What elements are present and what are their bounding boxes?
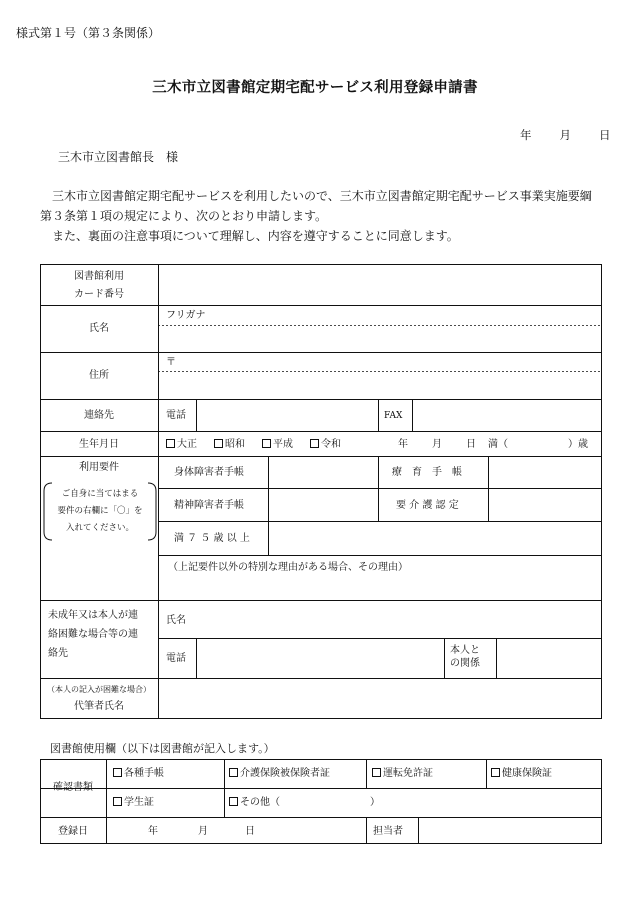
doc-label: 運転免許証 xyxy=(383,768,433,779)
alt-phone-field[interactable] xyxy=(197,639,444,678)
relationship-label xyxy=(450,644,480,670)
checkbox[interactable] xyxy=(166,439,175,448)
requirements-label: 利用要件 xyxy=(79,462,119,473)
doc-label: 介護保険被保険者証 xyxy=(240,768,330,779)
staff-field[interactable] xyxy=(419,818,601,843)
era-reiwa[interactable] xyxy=(310,438,341,451)
age-75-mark[interactable] xyxy=(269,522,378,555)
alt-phone-label: 電話 xyxy=(166,653,186,664)
doc-driver-license[interactable] xyxy=(372,767,433,780)
requirements-note xyxy=(44,486,156,537)
checkbox[interactable] xyxy=(113,768,122,777)
card-number-label xyxy=(40,268,158,304)
staff-label: 担当者 xyxy=(373,826,403,837)
phone-label: 電話 xyxy=(166,410,186,421)
reg-day: 日 xyxy=(245,826,255,837)
body-line-1: 三木市立図書館定期宅配サービスを利用したいので、三木市立図書館定期宅配サービス事業実施要綱第３条第１項の規定により、次のとおり申請します。 xyxy=(40,189,592,223)
library-use-heading: 図書館使用欄（以下は図書館が記入します。） xyxy=(50,742,275,755)
doc-label: 健康保険証 xyxy=(502,768,552,779)
document-title: 三木市立図書館定期宅配サービス利用登録申請書 xyxy=(152,79,478,96)
special-reason-label: （上記要件以外の特別な理由がある場合、その理由） xyxy=(168,562,408,573)
doc-health-insurance[interactable] xyxy=(491,767,552,780)
addressee: 三木市立図書館長 様 xyxy=(58,150,179,164)
alt-contact-label-line2: 絡困難な場合等の連 xyxy=(48,629,138,640)
date-day: 日 xyxy=(599,128,611,142)
contact-label: 連絡先 xyxy=(84,410,114,421)
era-label: 昭和 xyxy=(225,439,245,450)
birth-month: 月 xyxy=(432,439,442,450)
furigana-label: フリガナ xyxy=(166,310,206,321)
fax-field[interactable] xyxy=(413,400,601,431)
medical-education-label: 療 育 手 帳 xyxy=(392,467,462,478)
address-field[interactable] xyxy=(159,372,601,399)
name-label: 氏名 xyxy=(89,323,109,334)
requirements-note-line2: 要件の右欄に「〇」を xyxy=(57,506,143,516)
date-month: 月 xyxy=(559,128,571,142)
checkbox[interactable] xyxy=(262,439,271,448)
requirements-note-line3: 入れてください。 xyxy=(65,523,134,533)
doc-label: 各種手帳 xyxy=(124,768,164,779)
relationship-label-line2: の関係 xyxy=(450,658,480,669)
relationship-field[interactable] xyxy=(497,639,601,678)
doc-handbook[interactable] xyxy=(113,767,164,780)
checkbox[interactable] xyxy=(491,768,500,777)
card-number-label-line1: 図書館利用 xyxy=(74,271,124,282)
name-field[interactable] xyxy=(159,326,601,352)
reg-year: 年 xyxy=(148,826,158,837)
proxy-note: （本人の記入が困難な場合） xyxy=(47,685,151,694)
address-label: 住所 xyxy=(89,370,109,381)
alt-contact-label-line3: 絡先 xyxy=(48,648,68,659)
alt-contact-label xyxy=(48,606,138,663)
era-label: 大正 xyxy=(177,439,197,450)
checkbox[interactable] xyxy=(372,768,381,777)
postal-mark: 〒 xyxy=(166,357,176,368)
era-taisho[interactable] xyxy=(166,438,197,451)
birth-year: 年 xyxy=(398,439,408,450)
doc-other[interactable] xyxy=(229,796,280,809)
physical-disability-mark[interactable] xyxy=(269,457,378,488)
doc-other-close: ） xyxy=(370,797,380,808)
alt-name-label: 氏名 xyxy=(166,615,186,626)
requirements-note-line1: ご自身に当てはまる xyxy=(61,489,139,499)
relationship-label-line1: 本人と xyxy=(450,645,480,656)
mental-disability-label: 精神障害者手帳 xyxy=(174,500,244,511)
era-label: 平成 xyxy=(273,439,293,450)
checkbox[interactable] xyxy=(214,439,223,448)
medical-education-mark[interactable] xyxy=(489,457,601,488)
birthdate-label: 生年月日 xyxy=(79,439,119,450)
checkbox[interactable] xyxy=(113,797,122,806)
proxy-label: 代筆者氏名 xyxy=(74,701,124,712)
age-prefix: 満（ xyxy=(488,439,508,450)
card-number-label-line2: カード番号 xyxy=(74,289,124,300)
care-certification-mark[interactable] xyxy=(489,489,601,521)
proxy-name-field[interactable] xyxy=(159,679,601,718)
form-number: 様式第１号（第３条関係） xyxy=(16,26,161,40)
doc-student-id[interactable] xyxy=(113,796,154,809)
reg-month: 月 xyxy=(198,826,208,837)
era-heisei[interactable] xyxy=(262,438,293,451)
doc-other-label: その他（ xyxy=(240,797,280,808)
era-label: 令和 xyxy=(321,439,341,450)
fax-label: FAX xyxy=(384,411,403,421)
birth-day: 日 xyxy=(466,439,476,450)
mental-disability-mark[interactable] xyxy=(269,489,378,521)
checkbox[interactable] xyxy=(229,797,238,806)
care-certification-label: 要 介 護 認 定 xyxy=(396,500,459,511)
doc-label: 学生証 xyxy=(124,797,154,808)
age-75-label: 満 ７ ５ 歳 以 上 xyxy=(174,533,250,544)
phone-field[interactable] xyxy=(197,400,378,431)
checkbox[interactable] xyxy=(229,768,238,777)
date-year: 年 xyxy=(520,128,532,142)
registration-date-label: 登録日 xyxy=(58,826,88,837)
physical-disability-label: 身体障害者手帳 xyxy=(174,467,244,478)
doc-care-insurance[interactable] xyxy=(229,767,330,780)
era-showa[interactable] xyxy=(214,438,245,451)
confirm-docs-label: 確認書類 xyxy=(53,782,93,793)
body-line-2: また、裏面の注意事項について理解し、内容を遵守することに同意します。 xyxy=(52,229,459,243)
checkbox[interactable] xyxy=(310,439,319,448)
age-suffix: ）歳 xyxy=(568,439,588,450)
alt-name-field[interactable] xyxy=(197,601,601,638)
alt-contact-label-line1: 未成年又は本人が連 xyxy=(48,610,138,621)
